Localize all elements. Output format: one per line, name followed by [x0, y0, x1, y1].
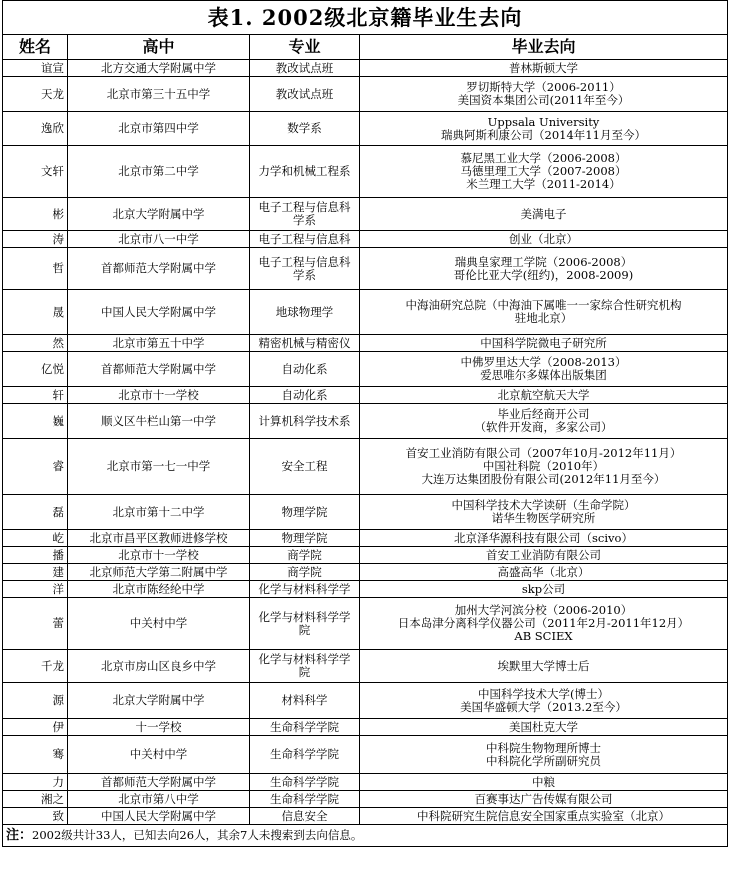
destination-line: 马德里理工大学（2007-2008）	[460, 164, 627, 178]
destination-line: 瑞典皇家理工学院（2006-2008）	[454, 254, 633, 269]
cell-school: 北京市十一学校	[68, 387, 250, 404]
cell-name: 晟	[3, 290, 68, 335]
table-row	[3, 683, 728, 719]
destination-line: 高盛高华（北京）	[497, 564, 590, 579]
major-line: 安全工程	[281, 459, 328, 473]
cell-name: 轩	[3, 387, 68, 404]
note-label: 注：	[6, 828, 33, 843]
cell-school: 北京市十一学校	[68, 547, 250, 564]
cell-destination	[360, 439, 728, 495]
cell-major	[250, 231, 360, 248]
table-row	[3, 774, 728, 791]
cell-school: 北京市陈经纶中学	[68, 581, 250, 598]
cell-major	[250, 146, 360, 198]
table-row	[3, 547, 728, 564]
destination-line: Uppsala University	[487, 114, 600, 129]
destination-line: 瑞典阿斯利康公司（2014年11月至今）	[441, 127, 646, 142]
major-line: 化学与材料科学学	[258, 652, 351, 666]
cell-destination	[360, 774, 728, 791]
destination-line: 驻地北京）	[514, 311, 573, 325]
cell-destination	[360, 198, 728, 231]
destination-line: 中佛罗里达大学（2008-2013）	[460, 355, 627, 369]
destination-line: 中国科学技术大学读研（生命学院）	[451, 498, 636, 512]
destination-line: 北京泽华源科技有限公司（scivo）	[454, 530, 633, 545]
cell-school: 北京师范大学第二附属中学	[68, 564, 250, 581]
table-row	[3, 60, 728, 77]
major-line: 自动化系	[281, 387, 328, 402]
cell-major	[250, 581, 360, 598]
column-header-name: 姓名	[3, 35, 68, 60]
destination-line: 诺华生物医学研究所	[491, 511, 596, 525]
table-row	[3, 736, 728, 774]
cell-destination	[360, 248, 728, 290]
cell-major	[250, 77, 360, 112]
cell-name: 哲	[3, 248, 68, 290]
destination-line: （软件开发商，多家公司）	[474, 420, 613, 434]
destination-line: 首安工业消防有限公司	[486, 547, 601, 562]
table-row	[3, 290, 728, 335]
table-row	[3, 112, 728, 146]
cell-name: 骞	[3, 736, 68, 774]
cell-major	[250, 112, 360, 146]
cell-school: 北京市第四中学	[68, 112, 250, 146]
destination-line: 中国科学技术大学(博士）	[478, 686, 609, 701]
cell-destination	[360, 112, 728, 146]
table-row	[3, 198, 728, 231]
column-header-school: 高中	[68, 35, 250, 60]
cell-major	[250, 791, 360, 808]
cell-name: 千龙	[3, 650, 68, 683]
table-row	[3, 650, 728, 683]
major-line: 生命科学学院	[270, 774, 339, 789]
cell-name: 然	[3, 335, 68, 352]
cell-major	[250, 683, 360, 719]
table-row	[3, 387, 728, 404]
destination-line: 罗切斯特大学（2006-2011）	[466, 80, 621, 94]
major-line: 院	[298, 622, 311, 637]
cell-name: 彬	[3, 198, 68, 231]
destination-line: 中科院化学所副研究员	[486, 753, 601, 768]
cell-name: 播	[3, 547, 68, 564]
destination-line: 哥伦比亚大学(纽约)，2008-2009)	[453, 267, 634, 282]
cell-school: 首都师范大学附属中学	[68, 248, 250, 290]
destination-line: 日本岛津分离科学仪器公司（2011年2月-2011年12月）	[397, 616, 690, 630]
cell-name: 磊	[3, 495, 68, 530]
major-line: 电子工程与信息科	[258, 231, 351, 246]
major-line: 物理学院	[281, 530, 328, 545]
cell-destination	[360, 231, 728, 248]
cell-major	[250, 774, 360, 791]
cell-name: 伊	[3, 719, 68, 736]
cell-major	[250, 808, 360, 825]
destination-line: 中科院生物物理所博士	[486, 740, 601, 755]
table-row	[3, 335, 728, 352]
cell-major	[250, 736, 360, 774]
cell-school: 北京市第二中学	[68, 146, 250, 198]
column-header-destination: 毕业去向	[360, 35, 728, 60]
cell-major	[250, 650, 360, 683]
destination-line: 毕业后经商开公司	[497, 407, 590, 421]
column-header-major: 专业	[250, 35, 360, 60]
cell-school: 中国人民大学附属中学	[68, 808, 250, 825]
cell-destination	[360, 791, 728, 808]
cell-major	[250, 564, 360, 581]
table-row	[3, 77, 728, 112]
table-row	[3, 808, 728, 825]
cell-major	[250, 404, 360, 439]
cell-name: 亿悦	[3, 352, 68, 387]
destination-line: 中国科学院微电子研究所	[480, 335, 607, 350]
major-line: 自动化系	[281, 361, 328, 376]
table-row	[3, 404, 728, 439]
cell-school: 北京市第三十五中学	[68, 77, 250, 112]
cell-destination	[360, 650, 728, 683]
destination-line: 中海油研究总院（中海油下属唯一一家综合性研究机构	[405, 298, 682, 312]
major-line: 学系	[293, 213, 316, 227]
table-row	[3, 581, 728, 598]
cell-major	[250, 335, 360, 352]
major-line: 化学与材料科学学	[258, 609, 351, 624]
cell-destination	[360, 77, 728, 112]
table-row	[3, 231, 728, 248]
major-line: 精密机械与精密仪	[258, 335, 351, 350]
cell-destination	[360, 60, 728, 77]
cell-major	[250, 598, 360, 650]
cell-destination	[360, 146, 728, 198]
table-row	[3, 530, 728, 547]
cell-major	[250, 198, 360, 231]
header-row	[3, 35, 728, 60]
cell-destination	[360, 683, 728, 719]
major-line: 商学院	[287, 564, 322, 579]
cell-destination	[360, 387, 728, 404]
destination-line: 美满电子	[520, 206, 567, 221]
note-text: 2002级共计33人，已知去向26人，其余7人未搜索到去向信息。	[32, 828, 363, 842]
major-line: 教改试点班	[275, 86, 334, 101]
destination-line: 美国杜克大学	[509, 719, 578, 734]
cell-major	[250, 60, 360, 77]
cell-major	[250, 439, 360, 495]
destination-line: 中粮	[532, 774, 555, 789]
cell-school: 北京市昌平区教师进修学校	[68, 530, 250, 547]
cell-name: 源	[3, 683, 68, 719]
cell-name: 湘之	[3, 791, 68, 808]
cell-school: 十一学校	[68, 719, 250, 736]
cell-name: 睿	[3, 439, 68, 495]
table-row	[3, 495, 728, 530]
destination-line: 百赛事达广告传媒有限公司	[474, 791, 613, 806]
destination-line: 普林斯顿大学	[509, 60, 578, 75]
cell-name: 致	[3, 808, 68, 825]
table-row	[3, 352, 728, 387]
cell-major	[250, 719, 360, 736]
cell-destination	[360, 719, 728, 736]
cell-school: 北京市第八中学	[68, 791, 250, 808]
major-line: 教改试点班	[275, 60, 334, 75]
cell-destination	[360, 547, 728, 564]
destination-line: 创业（北京）	[509, 231, 578, 246]
table-row	[3, 719, 728, 736]
major-line: 学系	[293, 267, 316, 282]
major-line: 商学院	[287, 547, 322, 562]
table-row	[3, 791, 728, 808]
table-row	[3, 564, 728, 581]
cell-destination	[360, 808, 728, 825]
cell-major	[250, 387, 360, 404]
cell-major	[250, 530, 360, 547]
cell-destination	[360, 564, 728, 581]
cell-major	[250, 547, 360, 564]
table-row	[3, 248, 728, 290]
cell-school: 中关村中学	[68, 598, 250, 650]
cell-major	[250, 352, 360, 387]
table-row	[3, 439, 728, 495]
major-line: 电子工程与信息科	[258, 254, 351, 269]
cell-school: 首都师范大学附属中学	[68, 352, 250, 387]
cell-school: 中国人民大学附属中学	[68, 290, 250, 335]
destination-line: 北京航空航天大学	[497, 387, 590, 402]
table-title: 表1. 2002级北京籍毕业生去向	[3, 1, 728, 35]
cell-name: 力	[3, 774, 68, 791]
destination-line: 加州大学河滨分校（2006-2010）	[454, 603, 633, 617]
cell-major	[250, 290, 360, 335]
major-line: 物理学院	[281, 504, 328, 519]
cell-destination	[360, 530, 728, 547]
major-line: 院	[298, 665, 311, 679]
destination-line: 米兰理工大学（2011-2014）	[466, 177, 621, 191]
cell-destination	[360, 290, 728, 335]
destination-line: 中国社科院（2010年）	[482, 459, 605, 473]
cell-name: 逸欣	[3, 112, 68, 146]
major-line: 生命科学学院	[270, 747, 339, 761]
cell-name: 洋	[3, 581, 68, 598]
cell-destination	[360, 352, 728, 387]
destination-line: skp公司	[521, 581, 566, 596]
table-note	[3, 825, 728, 847]
destination-line: 大连万达集团股份有限公司(2012年11月至今）	[421, 472, 666, 486]
major-line: 生命科学学院	[270, 719, 339, 734]
cell-school: 中关村中学	[68, 736, 250, 774]
cell-school: 北方交通大学附属中学	[68, 60, 250, 77]
cell-name: 谊宣	[3, 60, 68, 77]
destination-line: 中科院研究生院信息安全国家重点实验室（北京）	[417, 808, 670, 823]
major-line: 信息安全	[281, 808, 328, 823]
cell-destination	[360, 495, 728, 530]
cell-school: 北京市房山区良乡中学	[68, 650, 250, 683]
cell-school: 北京市八一中学	[68, 231, 250, 248]
destination-line: 美国华盛顿大学（2013.2至今）	[460, 699, 627, 714]
major-line: 数学系	[287, 121, 322, 135]
cell-name: 建	[3, 564, 68, 581]
destination-line: 美国资本集团公司(2011年至今）	[457, 93, 630, 107]
cell-major	[250, 248, 360, 290]
cell-name: 文轩	[3, 146, 68, 198]
cell-destination	[360, 335, 728, 352]
major-line: 材料科学	[281, 693, 328, 707]
cell-destination	[360, 598, 728, 650]
cell-name: 屹	[3, 530, 68, 547]
major-line: 计算机科学技术系	[258, 413, 351, 428]
table-row	[3, 146, 728, 198]
cell-school: 北京大学附属中学	[68, 683, 250, 719]
major-line: 电子工程与信息科	[258, 200, 351, 214]
cell-major	[250, 495, 360, 530]
destination-line: 首安工业消防有限公司（2007年10月-2012年11月）	[405, 446, 682, 460]
cell-destination	[360, 404, 728, 439]
cell-name: 巍	[3, 404, 68, 439]
destination-line: AB SCIEX	[514, 629, 573, 643]
major-line: 力学和机械工程系	[258, 164, 351, 178]
cell-school: 北京市第一七一中学	[68, 439, 250, 495]
major-line: 地球物理学	[275, 304, 334, 319]
cell-school: 北京大学附属中学	[68, 198, 250, 231]
table-row	[3, 598, 728, 650]
cell-school: 首都师范大学附属中学	[68, 774, 250, 791]
destination-line: 慕尼黑工业大学（2006-2008）	[460, 151, 627, 165]
cell-school: 顺义区牛栏山第一中学	[68, 404, 250, 439]
destination-line: 埃默里大学博士后	[497, 658, 590, 673]
cell-name: 涛	[3, 231, 68, 248]
cell-name: 蕾	[3, 598, 68, 650]
destination-line: 爱思唯尔多媒体出版集团	[480, 368, 607, 382]
graduate-destination-table	[2, 0, 728, 847]
cell-school: 北京市第十二中学	[68, 495, 250, 530]
cell-destination	[360, 581, 728, 598]
cell-destination	[360, 736, 728, 774]
major-line: 生命科学学院	[270, 791, 339, 806]
cell-name: 天龙	[3, 77, 68, 112]
major-line: 化学与材料科学学	[258, 581, 351, 596]
cell-school: 北京市第五十中学	[68, 335, 250, 352]
